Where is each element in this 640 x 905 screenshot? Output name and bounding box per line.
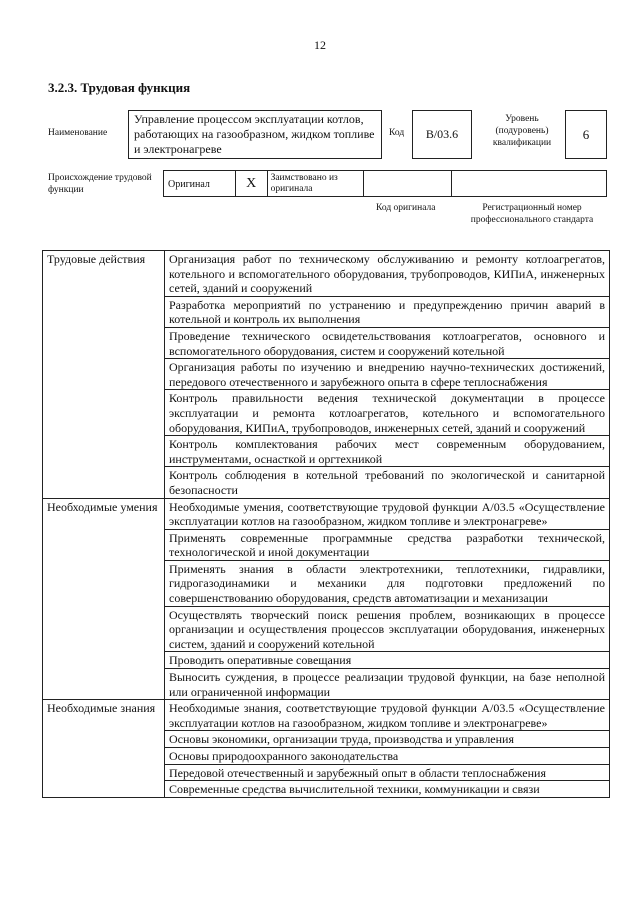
table-row bbox=[43, 498, 610, 529]
table-cell: Необходимые умения, соответствующие трудовой функции А/03.5 «Осуществление эксплуатации котлов на газообразном, жидком топливе и электронагреве» bbox=[165, 498, 610, 529]
origin-mark-cell: X bbox=[236, 171, 268, 196]
code-field: B/03.6 bbox=[412, 110, 472, 159]
qualification-level-field: 6 bbox=[565, 110, 607, 159]
table-cell: Необходимые знания, соответствующие трудовой функции А/03.5 «Осуществление эксплуатации котлов на газообразном, жидком топливе и электронагреве» bbox=[165, 700, 610, 731]
origin-borrowed-cell: Заимствовано из оригинала bbox=[268, 171, 365, 196]
registration-number-caption: Регистрационный номер профессионального стандарта bbox=[470, 203, 594, 225]
function-name-field: Управление процессом эксплуатации котлов, работающих на газообразном, жидком топливе и электронагреве bbox=[128, 110, 382, 159]
origin-reg-number-cell bbox=[452, 171, 606, 196]
qualification-level-label: Уровень (подуровень) квалификации bbox=[492, 114, 552, 148]
origin-original-cell: Оригинал bbox=[164, 171, 236, 196]
section-title: 3.2.3. Трудовая функция bbox=[48, 80, 191, 95]
page-number: 12 bbox=[314, 38, 326, 52]
table-cell: Проведение технического освидетельствования котлоагрегатов, основного и вспомогательного оборудования, систем и сооружений котельной bbox=[165, 327, 610, 358]
table-cell: Контроль правильности ведения технической документации в процессе эксплуатации и ремонта котлоагрегатов, котельного и вспомогательного оборудования, КИПиА, трубопроводов, инженерных сетей, зданий и сооружений bbox=[165, 390, 610, 436]
table-row bbox=[43, 251, 610, 297]
table-cell: Организация работы по изучению и внедрению научно-технических достижений, передового отечественного и зарубежного опыта в сфере теплоснабжения bbox=[165, 359, 610, 390]
category-cell: Необходимые умения bbox=[43, 498, 165, 700]
table-cell: Применять знания в области электротехники, теплотехники, гидравлики, гидрогазодинамики и механики для подготовки предложений по совершенствованию оборудования, средств автоматизации и механизации bbox=[165, 560, 610, 606]
table-cell: Контроль комплектования рабочих мест современным оборудованием, инструментами, оснасткой и оргтехникой bbox=[165, 436, 610, 467]
category-cell: Трудовые действия bbox=[43, 251, 165, 499]
code-label: Код bbox=[389, 128, 405, 138]
origin-grid bbox=[163, 170, 607, 197]
table-cell: Основы природоохранного законодательства bbox=[165, 748, 610, 765]
table-cell: Организация работ по техническому обслуживанию и ремонту котлоагрегатов, котельного и вспомогательного оборудования, трубопроводов, КИПиА, инженерных сетей, зданий и сооружений bbox=[165, 251, 610, 297]
table-cell: Разработка мероприятий по устранению и предупреждению причин аварий в котельной и контроль их выполнения bbox=[165, 296, 610, 327]
origin-label: Происхождение трудовой функции bbox=[48, 173, 152, 195]
labor-function-table bbox=[42, 250, 610, 798]
table-cell: Передовой отечественный и зарубежный опыт в области теплоснабжения bbox=[165, 764, 610, 781]
original-code-caption: Код оригинала bbox=[376, 203, 436, 213]
name-label: Наименование bbox=[48, 128, 108, 138]
origin-code-cell bbox=[364, 171, 452, 196]
table-cell: Выносить суждения, в процессе реализации трудовой функции, на базе неполной или ограниченной информации bbox=[165, 669, 610, 700]
table-cell: Современные средства вычислительной техники, коммуникации и связи bbox=[165, 781, 610, 798]
table-cell: Основы экономики, организации труда, производства и управления bbox=[165, 731, 610, 748]
category-cell: Необходимые знания bbox=[43, 700, 165, 798]
table-cell: Контроль соблюдения в котельной требований по экологической и санитарной безопасности bbox=[165, 467, 610, 498]
table-row bbox=[43, 700, 610, 731]
table-cell: Осуществлять творческий поиск решения проблем, возникающих в процессе организации и осуществления процессов эксплуатации оборудования, инженерных систем, зданий и сооружений котельной bbox=[165, 606, 610, 652]
table-cell: Применять современные программные средства разработки технической, технологической и иной документации bbox=[165, 529, 610, 560]
table-cell: Проводить оперативные совещания bbox=[165, 652, 610, 669]
